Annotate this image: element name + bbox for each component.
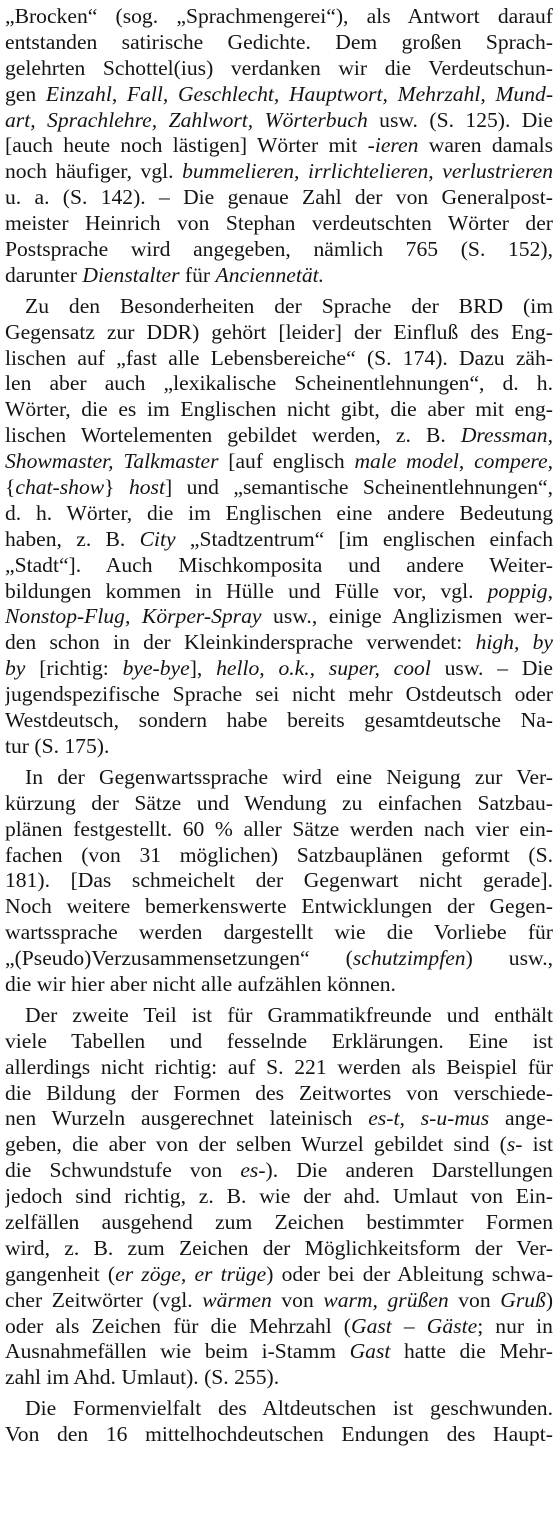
text-line: [5, 133, 553, 159]
italic-term: wärmen: [202, 1287, 272, 1312]
text-segment: gelehrten Schottel(ius) verdanken wir die Verdeutschun-: [5, 55, 553, 80]
text-line: [5, 630, 553, 656]
text-segment: ): [545, 1287, 553, 1312]
text-segment: die wir hier aber nicht alle aufzählen können.: [5, 971, 396, 996]
text-segment: Wörter, die es im Englischen nicht gibt, die aber mit eng-: [5, 397, 553, 422]
text-segment: d. h. Wörter, die im Englischen eine andere Bedeutung: [5, 500, 553, 525]
italic-term: high, by: [475, 630, 553, 655]
text-line: [5, 946, 553, 972]
text-segment: von: [448, 1287, 501, 1312]
italic-term: Anciennetät.: [215, 262, 325, 287]
text-segment: [auch heute noch lästigen] Wörter mit: [5, 133, 368, 158]
text-line: [5, 1081, 553, 1107]
text-line: [5, 30, 553, 56]
italic-term: Dressman,: [460, 423, 553, 448]
text-line: [5, 159, 553, 185]
text-segment: Die Formenvielfalt des Altdeutschen ist geschwunden.: [25, 1396, 553, 1421]
text-column: [5, 4, 553, 1448]
italic-term: chat-show: [15, 475, 105, 500]
italic-term: male model, compere,: [354, 449, 553, 474]
text-segment: haben, z. B.: [5, 526, 140, 551]
italic-term: by: [5, 656, 26, 681]
text-segment: gen: [5, 81, 46, 106]
text-line: [5, 1055, 553, 1081]
text-line: [5, 1339, 553, 1365]
text-line: [5, 604, 553, 630]
paragraph-text: [5, 4, 553, 289]
text-line: [5, 1288, 553, 1314]
italic-term: hello, o.k., super, cool: [216, 656, 431, 681]
italic-term: es-: [240, 1158, 266, 1183]
text-segment: usw. – Die: [430, 656, 553, 681]
text-segment: „Stadtzentrum“ [im englischen einfach: [175, 526, 553, 551]
text-line: [5, 1262, 553, 1288]
text-segment: [richtig:: [25, 656, 123, 681]
text-segment: ) oder bei der Ableitung schwa-: [266, 1261, 553, 1286]
text-segment: bildungen kommen in Hülle und Fülle vor, vgl.: [5, 578, 488, 603]
text-segment: tur (S. 175).: [5, 733, 110, 758]
text-line: [5, 894, 553, 920]
italic-term: host: [128, 475, 165, 500]
paragraph-text: [5, 294, 553, 760]
text-segment: viele Tabellen und fesselnde Erklärungen. Eine ist: [5, 1028, 553, 1053]
text-line: [5, 843, 553, 869]
text-line: [5, 1422, 553, 1448]
text-segment: „(Pseudo)Verzusammensetzungen“ (: [5, 946, 353, 971]
text-segment: ] und „semantische Scheinentlehnungen“,: [164, 475, 553, 500]
text-segment: Der zweite Teil ist für Grammatikfreunde und enthält: [25, 1002, 553, 1027]
paragraph-text: [5, 765, 553, 998]
italic-term: Showmaster, Talkmaster: [5, 449, 219, 474]
text-line: [5, 972, 553, 998]
italic-term: City: [139, 526, 176, 551]
text-segment: ). Die anderen Darstellungen: [265, 1158, 553, 1183]
text-segment: Gegensatz zur DDR) gehört [leider] der Einfluß des Eng-: [5, 319, 553, 344]
text-line: [5, 920, 553, 946]
text-line: [5, 4, 553, 30]
italic-term: poppig,: [487, 578, 553, 603]
italic-term: schutzimpfen: [352, 946, 466, 971]
text-line: [5, 263, 553, 289]
text-line: [5, 320, 553, 346]
text-segment: usw. (S. 125). Die: [367, 107, 553, 132]
text-line: [5, 475, 553, 501]
italic-term: Einzahl, Fall, Geschlecht, Hauptwort, Mehrzahl, Mund-: [45, 81, 553, 106]
text-segment: ],: [189, 656, 217, 681]
text-segment: den schon in der Kleinkindersprache verwendet:: [5, 630, 476, 655]
text-line: [5, 765, 553, 791]
text-line: [5, 1029, 553, 1055]
text-segment: u. a. (S. 142). – Die genaue Zahl der von Generalpost-: [5, 185, 553, 210]
text-segment: cher Zeitwörter (vgl.: [5, 1287, 203, 1312]
text-segment: Postsprache wird angegeben, nämlich 765 (S. 152),: [5, 237, 553, 262]
text-line: [5, 501, 553, 527]
text-line: [5, 56, 553, 82]
text-segment: meister Heinrich von Stephan verdeutschten Wörter der: [5, 211, 553, 236]
italic-term: -ieren: [367, 133, 419, 158]
text-segment: }: [104, 475, 129, 500]
text-line: [5, 1184, 553, 1210]
text-line: [5, 237, 553, 263]
text-line: [5, 371, 553, 397]
text-segment: von: [271, 1287, 324, 1312]
italic-term: er zöge, er trüge: [115, 1261, 267, 1286]
text-segment: geben, die aber von der selben Wurzel gebildet sind (: [5, 1132, 507, 1157]
text-segment: fachen (von 31 möglichen) Satzbauplänen geformt (S.: [5, 842, 553, 867]
paragraph-text: [5, 1003, 553, 1391]
text-segment: [auf englisch: [218, 449, 355, 474]
text-segment: entstanden satirische Gedichte. Dem großen Sprach-: [5, 29, 553, 54]
text-segment: zahl im Ahd. Umlaut). (S. 255).: [5, 1365, 280, 1390]
text-line: [5, 294, 553, 320]
text-segment: wartssprache werden dargestellt wie die Vorliebe für: [5, 920, 553, 945]
text-line: [5, 656, 553, 682]
italic-term: Gast – Gäste: [351, 1313, 478, 1338]
text-line: [5, 397, 553, 423]
text-line: [5, 423, 553, 449]
text-segment: usw., einige Anglizismen wer-: [261, 604, 553, 629]
text-segment: gangenheit (: [5, 1261, 116, 1286]
paragraph: [5, 765, 553, 998]
text-segment: allerdings nicht richtig: auf S. 221 werden als Beispiel für: [5, 1054, 553, 1079]
text-segment: noch häufiger, vgl.: [5, 159, 183, 184]
text-line: [5, 82, 553, 108]
text-line: [5, 1210, 553, 1236]
text-line: [5, 553, 553, 579]
text-segment: die Bildung der Formen des Zeitwortes von verschiede-: [5, 1080, 553, 1105]
text-line: [5, 708, 553, 734]
text-segment: „Stadt“]. Auch Mischkomposita und andere Weiter-: [5, 552, 553, 577]
paragraph-text: [5, 1396, 553, 1448]
text-line: [5, 817, 553, 843]
text-line: [5, 449, 553, 475]
text-segment: ist: [522, 1132, 553, 1157]
text-line: [5, 1314, 553, 1340]
text-line: [5, 682, 553, 708]
text-segment: lischen Wortelementen gebildet werden, z. B.: [5, 423, 461, 448]
text-segment: oder als Zeichen für die Mehrzahl (: [5, 1313, 351, 1338]
italic-term: Gast: [349, 1339, 391, 1364]
text-line: [5, 868, 553, 894]
text-segment: ange-: [489, 1106, 553, 1131]
text-segment: ; nur in: [477, 1313, 553, 1338]
italic-term: art, Sprachlehre, Zahlwort, Wörterbuch: [5, 107, 368, 132]
text-line: [5, 108, 553, 134]
text-segment: len aber auch „lexikalische Scheinentlehnungen“, d. h.: [5, 371, 553, 396]
text-line: [5, 1132, 553, 1158]
text-segment: wird, z. B. zum Zeichen der Möglichkeitsform der Ver-: [5, 1235, 553, 1260]
italic-term: bye-bye: [122, 656, 190, 681]
paragraph: [5, 294, 553, 760]
text-line: [5, 734, 553, 760]
italic-term: Nonstop-Flug, Körper-Spray: [5, 604, 262, 629]
text-segment: die Schwundstufe von: [5, 1158, 241, 1183]
italic-term: Gruß: [500, 1287, 546, 1312]
text-segment: ) usw.,: [465, 946, 553, 971]
text-segment: „Brocken“ (sog. „Sprachmengerei“), als Antwort darauf: [5, 4, 553, 28]
text-segment: 181). [Das schmeichelt der Gegenwart nicht gerade].: [5, 868, 553, 893]
text-line: [5, 527, 553, 553]
text-line: [5, 1365, 553, 1391]
text-line: [5, 1106, 553, 1132]
text-line: [5, 346, 553, 372]
text-segment: lischen auf „fast alle Lebensbereiche“ (S. 174). Dazu zäh-: [5, 345, 553, 370]
text-line: [5, 1003, 553, 1029]
text-segment: Ausnahmefällen wie beim i-Stamm: [5, 1339, 350, 1364]
text-line: [5, 1158, 553, 1184]
text-line: [5, 211, 553, 237]
text-segment: jugendspezifische Sprache sei nicht mehr Ostdeutsch oder: [5, 682, 553, 707]
paragraph: [5, 4, 553, 289]
text-segment: jedoch sind richtig, z. B. wie der ahd. Umlaut von Ein-: [5, 1184, 553, 1209]
text-segment: zelfällen ausgehend zum Zeichen bestimmter Formen: [5, 1209, 553, 1234]
paragraph: [5, 1003, 553, 1391]
text-segment: In der Gegenwartssprache wird eine Neigung zur Ver-: [25, 764, 553, 789]
italic-term: warm, grüßen: [323, 1287, 449, 1312]
text-segment: für: [179, 262, 216, 287]
text-segment: plänen festgestellt. 60 % aller Sätze werden nach vier ein-: [5, 816, 553, 841]
text-segment: Westdeutsch, sondern habe bereits gesamtdeutsche Na-: [5, 708, 553, 733]
text-line: [5, 1236, 553, 1262]
text-segment: hatte die Mehr-: [390, 1339, 553, 1364]
italic-term: s-: [506, 1132, 523, 1157]
text-segment: Zu den Besonderheiten der Sprache der BRD (im: [25, 293, 553, 318]
text-line: [5, 791, 553, 817]
text-segment: {: [5, 475, 16, 500]
italic-term: Dienstalter: [82, 262, 180, 287]
italic-term: es-t, s-u-mus: [368, 1106, 490, 1131]
text-line: [5, 579, 553, 605]
text-segment: waren damals: [418, 133, 553, 158]
text-segment: Von den 16 mittelhochdeutschen Endungen des Haupt-: [5, 1422, 553, 1447]
paragraph: [5, 1396, 553, 1448]
text-segment: nen Wurzeln ausgerechnet lateinisch: [5, 1106, 369, 1131]
text-segment: darunter: [5, 262, 83, 287]
text-segment: kürzung der Sätze und Wendung zu einfachen Satzbau-: [5, 790, 553, 815]
italic-term: bummelieren, irrlichtelieren, verlustrieren: [182, 159, 553, 184]
text-segment: Noch weitere bemerkenswerte Entwicklungen der Gegen-: [5, 894, 553, 919]
text-line: [5, 1396, 553, 1422]
text-line: [5, 185, 553, 211]
